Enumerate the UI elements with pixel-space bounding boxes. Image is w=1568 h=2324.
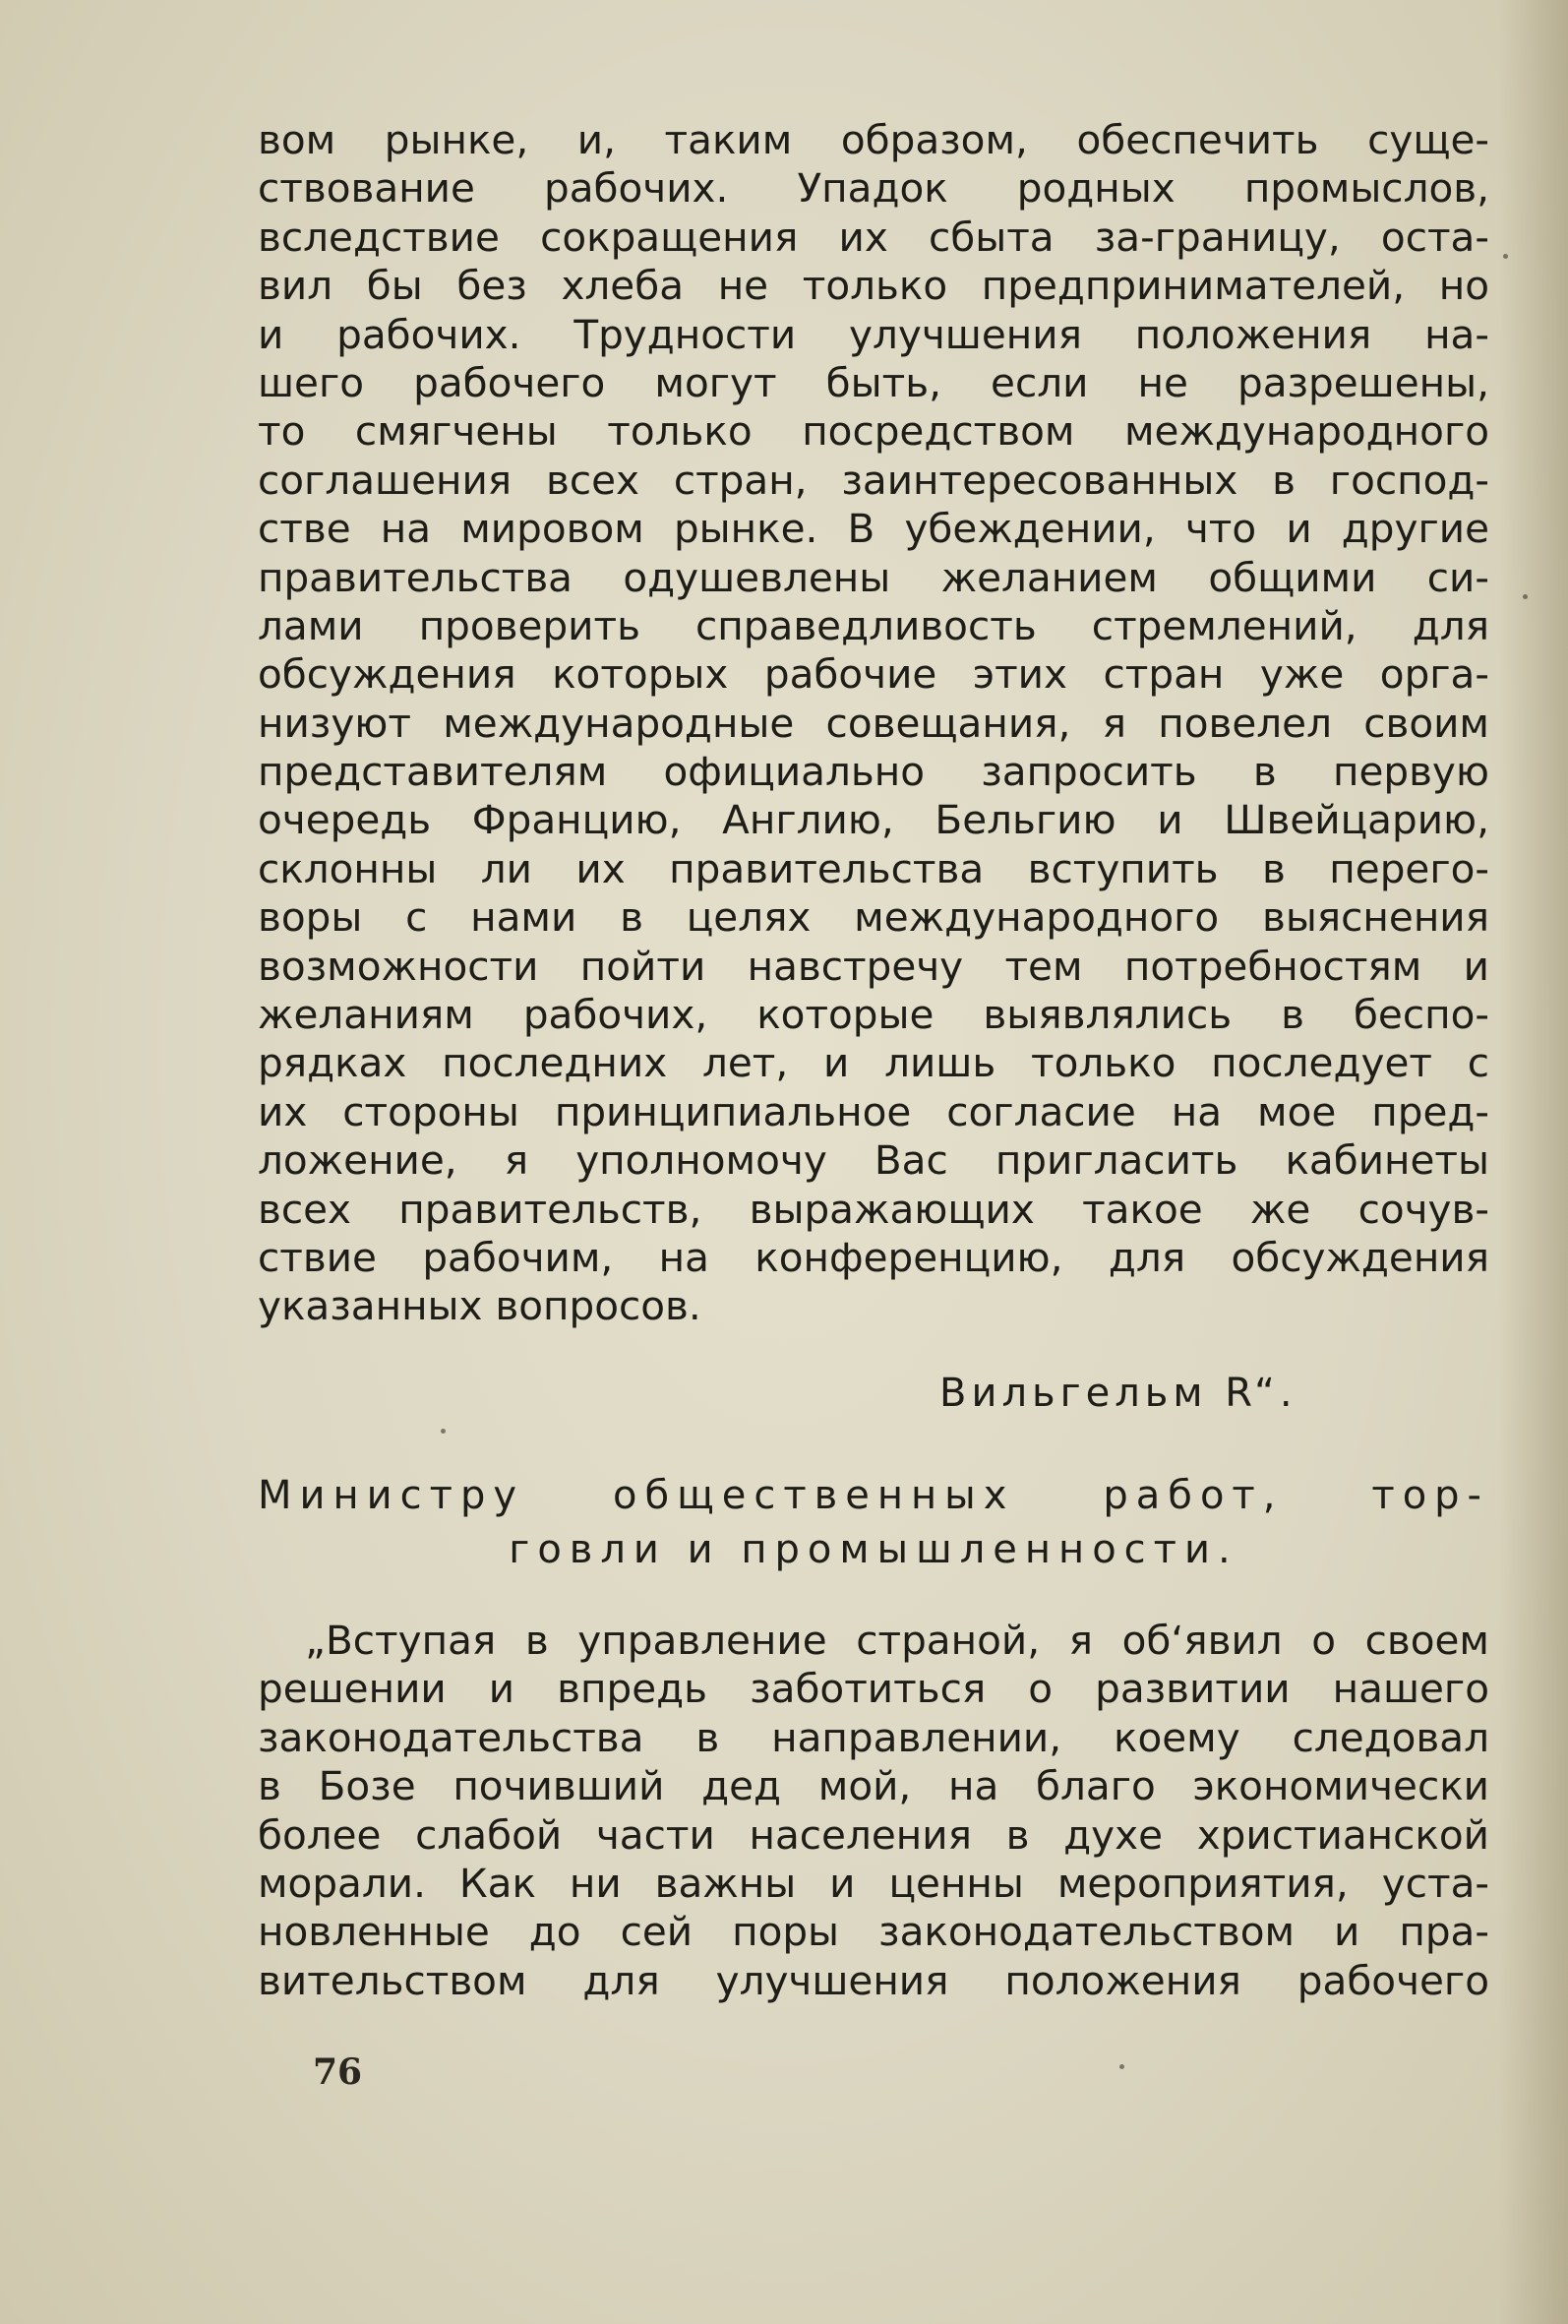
paragraph-2 — [258, 1617, 1489, 2005]
text-line: то смягчены только посредством международного — [258, 407, 1489, 456]
heading-line: Министру общественных работ, тор- — [258, 1473, 1489, 1518]
text-line: и рабочих. Трудности улучшения положения на- — [258, 310, 1489, 358]
text-line: склонны ли их правительства вступить в перего- — [258, 844, 1489, 892]
text-line: более слабой части населения в духе христианской — [258, 1810, 1489, 1859]
text-line: очередь Францию, Англию, Бельгию и Швейцарию, — [258, 796, 1489, 844]
text-line: стве на мировом рынке. В убеждении, что и другие — [258, 505, 1489, 553]
text-line: вил бы без хлеба не только предпринимателей, но — [258, 262, 1489, 310]
text-line: вследствие сокращения их сбыта за-границу, оста- — [258, 213, 1489, 261]
text-line: решении и впредь заботиться о развитии нашего — [258, 1665, 1489, 1713]
text-line: законодательства в направлении, коему следовал — [258, 1713, 1489, 1761]
text-line: представителям официально запросить в первую — [258, 748, 1489, 796]
text-line: рядках последних лет, и лишь только последует с — [258, 1039, 1489, 1087]
paragraph-1 — [258, 116, 1489, 1331]
paper-speck — [441, 1429, 446, 1434]
text-line: правительства одушевлены желанием общими си- — [258, 553, 1489, 601]
page-number: 76 — [313, 2051, 363, 2093]
text-line: вом рынке, и, таким образом, обеспечить суще- — [258, 116, 1489, 163]
text-line: обсуждения которых рабочие этих стран уже орга- — [258, 650, 1489, 699]
text-line: шего рабочего могут быть, если не разрешены, — [258, 358, 1489, 406]
paper-speck — [1503, 254, 1508, 259]
text-line: новленные до сей поры законодательством и пра- — [258, 1908, 1489, 1956]
paper-speck — [1523, 594, 1528, 599]
text-line: указанных вопросов. — [258, 1282, 701, 1330]
text-line: ствование рабочих. Упадок родных промыслов, — [258, 164, 1489, 213]
text-line: в Бозе почивший дед мой, на благо экономически — [258, 1762, 1489, 1810]
text-line: ствие рабочим, на конференцию, для обсуждения — [258, 1233, 1489, 1281]
text-line: воры с нами в целях международного выяснения — [258, 893, 1489, 942]
text-line: желаниям рабочих, которые выявлялись в беспо- — [258, 991, 1489, 1039]
text-line: ложение, я уполномочу Вас пригласить кабинеты — [258, 1136, 1489, 1185]
text-line: морали. Как ни важны и ценны мероприятия, уста- — [258, 1859, 1489, 1907]
paper-speck — [1119, 2064, 1124, 2069]
text-line: низуют международные совещания, я повелел своим — [258, 699, 1489, 747]
text-line: возможности пойти навстречу тем потребностям и — [258, 942, 1489, 990]
text-line: „Вступая в управление страной, я об‘явил о своем — [305, 1617, 1489, 1664]
text-line: вительством для улучшения положения рабочего — [258, 1956, 1489, 2004]
text-line: всех правительств, выражающих такое же сочув- — [258, 1185, 1489, 1233]
text-line: лами проверить справедливость стремлений, для — [258, 601, 1489, 649]
text-line: соглашения всех стран, заинтересованных в господ- — [258, 456, 1489, 504]
section-heading — [258, 1469, 1489, 1577]
page-edge-shadow — [1499, 0, 1568, 2324]
text-line: их стороны принципиальное согласие на мое пред- — [258, 1087, 1489, 1135]
heading-line: говли и промышленности. — [509, 1527, 1238, 1572]
signature: Вильгельм R“. — [939, 1371, 1297, 1416]
